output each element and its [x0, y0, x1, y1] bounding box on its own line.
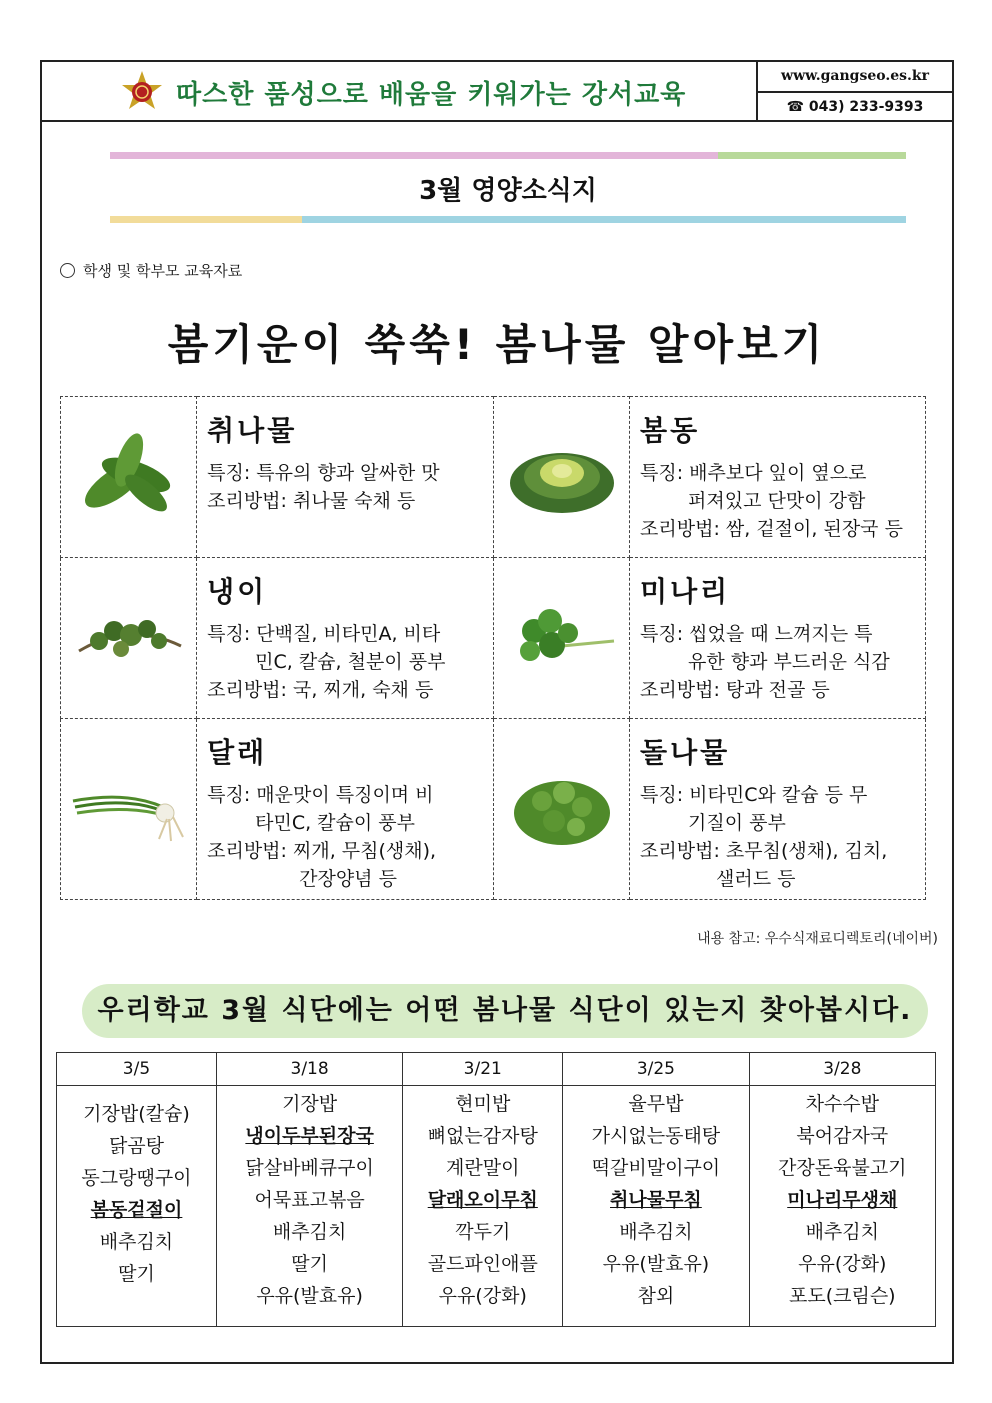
- menu-dish: 율무밥: [628, 1093, 684, 1115]
- vegetable-name: 달래: [207, 736, 268, 769]
- bottom-bar-yellow: [110, 216, 302, 223]
- vegetable-line: 간장양념 등: [299, 868, 397, 890]
- vegetable-line: 유한 향과 부드러운 식감: [688, 651, 890, 673]
- menu-day-cell: [57, 1086, 217, 1327]
- spring-herb-dish: 취나물무침: [610, 1189, 702, 1211]
- menu-dish: 닭곰탕: [108, 1135, 164, 1157]
- vegetable-image-bomdong: [494, 397, 630, 558]
- spring-herb-dish: 달래오이무침: [427, 1189, 538, 1211]
- vegetable-line: 조리방법: 취나물 숙채 등: [207, 490, 416, 512]
- banner: 우리학교 3월 식단에는 어떤 봄나물 식단이 있는지 찾아봅시다.: [82, 984, 928, 1038]
- vegetable-image-dolnamul: [494, 719, 630, 900]
- main-title: 봄기운이 쑥쑥! 봄나물 알아보기: [167, 320, 827, 369]
- vegetable-image-naengi: [61, 558, 197, 719]
- menu-date: 3/18: [216, 1053, 402, 1086]
- reference-note: 내용 참고: 우수식재료디렉토리(네이버): [697, 931, 938, 947]
- menu-dish: 우유(발효유): [602, 1253, 710, 1275]
- vegetable-info-dallae: [197, 719, 494, 900]
- menu-dish: 배추김치: [272, 1221, 347, 1243]
- spring-herb-dish: 미나리무생채: [787, 1189, 898, 1211]
- menu-dish: 가시없는동태탕: [591, 1125, 721, 1147]
- vegetable-line: 특징: 배추보다 잎이 옆으로: [640, 462, 867, 484]
- vegetable-line: 조리방법: 국, 찌개, 숙채 등: [207, 679, 434, 701]
- website: www.gangseo.es.kr: [758, 62, 952, 93]
- menu-dish: 배추김치: [805, 1221, 879, 1243]
- menu-dish: 참외: [637, 1285, 675, 1307]
- vegetable-image-minari: [494, 558, 630, 719]
- vegetable-name: 봄동: [640, 414, 701, 447]
- edu-note: [60, 260, 242, 281]
- newsletter-title: 3월 영양소식지: [419, 176, 597, 206]
- vegetable-line: 특징: 씹었을 때 느껴지는 특: [640, 623, 873, 645]
- vegetable-line: 조리방법: 탕과 전골 등: [640, 679, 830, 701]
- header: [42, 62, 952, 122]
- vegetable-line: 조리방법: 찌개, 무침(생채),: [207, 840, 437, 862]
- menu-dish: 배추김치: [619, 1221, 693, 1243]
- edu-note-text: 학생 및 학부모 교육자료: [83, 262, 243, 280]
- menu-dish: 우유(발효유): [256, 1285, 363, 1307]
- vegetable-info-bomdong: [630, 397, 926, 558]
- vegetable-image-dallae: [61, 719, 197, 900]
- vegetable-info-minari: [630, 558, 926, 719]
- vegetable-line: 퍼져있고 단맛이 강함: [688, 490, 866, 512]
- menu-day-cell: [216, 1086, 402, 1327]
- motto: 따스한 품성으로 배움을 키워가는 강서교육: [176, 80, 687, 110]
- vegetable-line: 특징: 단백질, 비타민A, 비타: [207, 623, 441, 645]
- menu-dish: 간장돈육불고기: [778, 1157, 907, 1179]
- vegetable-info-naengi: [197, 558, 494, 719]
- vegetable-name: 취나물: [207, 414, 298, 447]
- menu-dish: 우유(강화): [438, 1285, 527, 1307]
- spring-herb-dish: 봄동겉절이: [90, 1199, 183, 1221]
- vegetable-name: 미나리: [640, 575, 731, 608]
- top-bar-pink: [110, 152, 718, 159]
- vegetable-table: [60, 396, 926, 900]
- vegetable-line: 민C, 칼슘, 철분이 풍부: [255, 651, 446, 673]
- menu-dish: 닭살바베큐구이: [245, 1157, 374, 1179]
- menu-dish: 동그랑땡구이: [81, 1167, 192, 1189]
- menu-dish: 어묵표고볶음: [254, 1189, 365, 1211]
- menu-dish: 골드파인애플: [427, 1253, 538, 1275]
- menu-dish: 계란말이: [446, 1157, 520, 1179]
- vegetable-line: 조리방법: 쌈, 겉절이, 된장국 등: [640, 518, 903, 540]
- menu-dish: 깍두기: [455, 1221, 511, 1243]
- menu-dish: 기장밥(칼슘): [83, 1103, 190, 1125]
- menu-dish: 뼈없는감자탕: [427, 1125, 538, 1147]
- vegetable-name: 돌나물: [640, 736, 731, 769]
- contact-box: [756, 62, 952, 120]
- vegetable-name: 냉이: [207, 575, 268, 608]
- top-bar-green: [718, 152, 906, 159]
- menu-dish: 포도(크림슨): [788, 1285, 896, 1307]
- vegetable-line: 샐러드 등: [716, 868, 796, 890]
- bomdong-cabbage-icon: [502, 425, 622, 525]
- vegetable-line: 특징: 비타민C와 칼슘 등 무: [640, 784, 868, 806]
- menu-date: 3/28: [749, 1053, 935, 1086]
- menu-table: [56, 1052, 936, 1327]
- menu-date: 3/5: [57, 1053, 217, 1086]
- vegetable-info-chwinamul: [197, 397, 494, 558]
- vegetable-image-chwinamul: [61, 397, 197, 558]
- menu-dish: 떡갈비말이구이: [591, 1157, 721, 1179]
- menu-dish: 북어감자국: [796, 1125, 889, 1147]
- school-emblem-icon: [120, 70, 164, 114]
- menu-dish: 차수수밥: [805, 1093, 879, 1115]
- minari-herb-icon: [502, 591, 622, 681]
- dallae-chive-icon: [67, 767, 191, 847]
- menu-day-cell: [563, 1086, 749, 1327]
- vegetable-info-dolnamul: [630, 719, 926, 900]
- menu-dish: 기장밥: [282, 1093, 338, 1115]
- circle-bullet-icon: [60, 263, 75, 278]
- naengi-herb-icon: [69, 591, 189, 681]
- menu-dish: 현미밥: [455, 1093, 511, 1115]
- spring-herb-dish: 냉이두부된장국: [245, 1125, 374, 1147]
- menu-day-cell: [403, 1086, 563, 1327]
- vegetable-line: 조리방법: 초무침(생채), 김치,: [640, 840, 888, 862]
- bottom-bar-blue: [302, 216, 906, 223]
- dolnamul-sedum-icon: [502, 757, 622, 857]
- vegetable-line: 기질이 풍부: [688, 812, 786, 834]
- menu-day-cell: [749, 1086, 935, 1327]
- menu-dish: 딸기: [118, 1263, 155, 1285]
- menu-dish: 배추김치: [99, 1231, 174, 1253]
- phone: ☎ 043) 233-9393: [786, 99, 924, 115]
- page-frame: [40, 60, 954, 1364]
- menu-date: 3/25: [563, 1053, 749, 1086]
- menu-dish: 딸기: [291, 1253, 328, 1275]
- chwinamul-leaf-icon: [74, 425, 184, 525]
- menu-date: 3/21: [403, 1053, 563, 1086]
- vegetable-line: 타민C, 칼슘이 풍부: [255, 812, 415, 834]
- vegetable-line: 특징: 매운맛이 특징이며 비: [207, 784, 434, 806]
- vegetable-line: 특징: 특유의 향과 알싸한 맛: [207, 462, 440, 484]
- menu-dish: 우유(강화): [798, 1253, 887, 1275]
